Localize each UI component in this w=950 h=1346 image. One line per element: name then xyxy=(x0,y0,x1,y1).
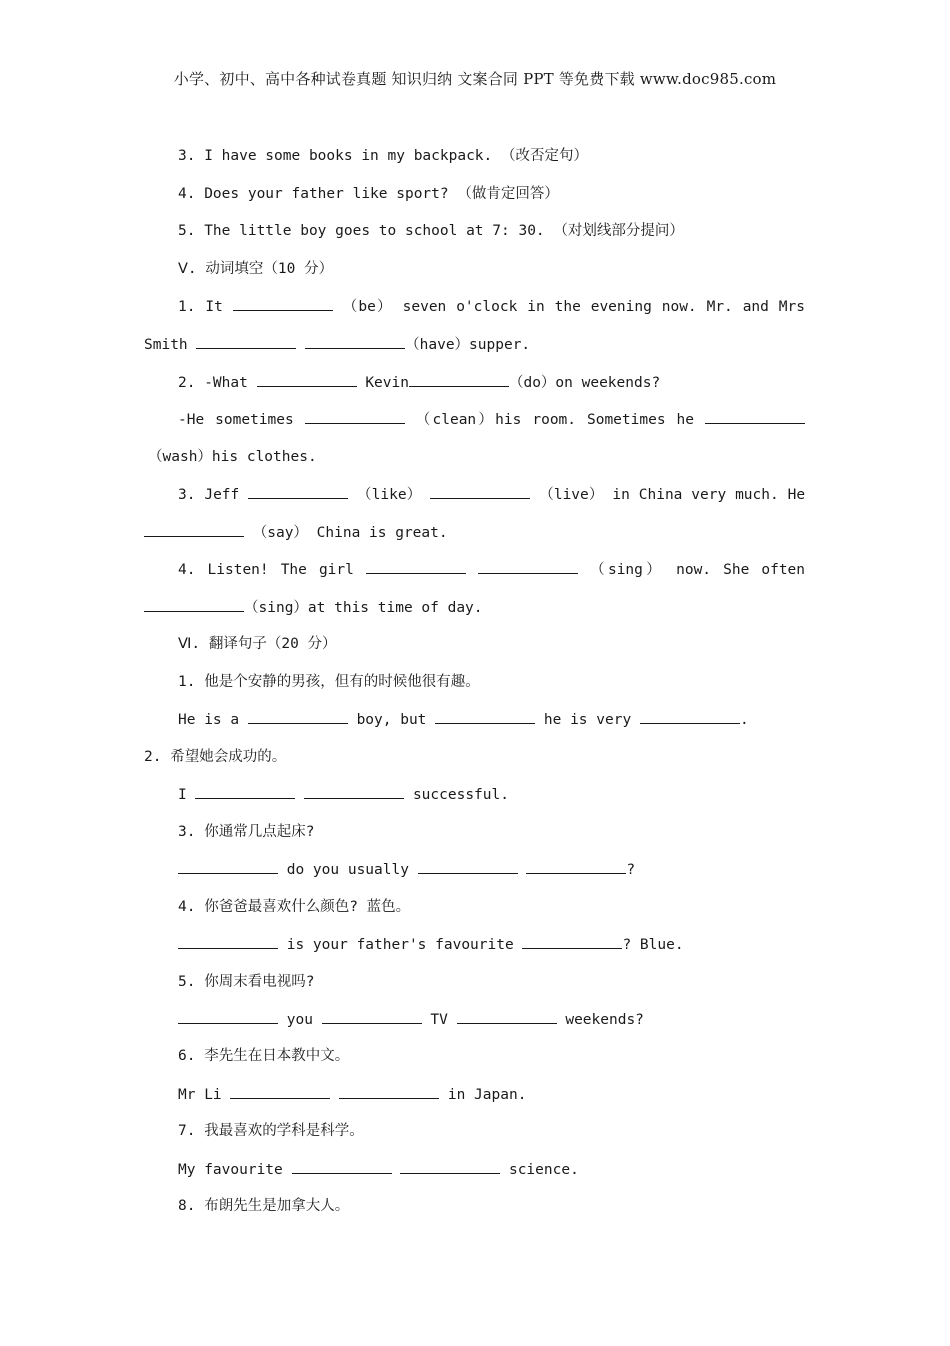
text-segment: （live） in China very much. He xyxy=(539,487,806,503)
text-segment: he is very xyxy=(543,712,632,728)
text-segment: TV xyxy=(430,1012,448,1028)
text-segment: ? Blue. xyxy=(622,937,684,953)
text-segment: Kevin xyxy=(365,375,409,391)
part6-s7-chinese: 7. 我最喜欢的学科是科学。 xyxy=(178,1123,364,1139)
part6-s4-english xyxy=(178,934,684,955)
answer-blank[interactable] xyxy=(457,1009,557,1024)
text-segment: （say） China is great. xyxy=(244,525,448,541)
part5-q3-line1 xyxy=(178,484,805,505)
part5-q2-line2 xyxy=(178,409,805,430)
part6-s1-chinese: 1. 他是个安静的男孩，但有的时候他很有趣。 xyxy=(178,674,480,690)
part5-q1-line2 xyxy=(144,334,530,355)
part6-title: Ⅵ. 翻译句子（20 分） xyxy=(178,636,337,652)
text-segment: science. xyxy=(508,1162,579,1178)
text-segment: is your father's favourite xyxy=(286,937,514,953)
answer-blank[interactable] xyxy=(409,372,509,387)
part6-s2-chinese: 2. 希望她会成功的。 xyxy=(144,749,287,765)
text-segment: Smith xyxy=(144,337,188,353)
part5-q2-line3: （wash）his clothes. xyxy=(148,449,317,465)
text-segment: successful. xyxy=(412,787,509,803)
answer-blank[interactable] xyxy=(305,409,405,424)
part5-q4-line1 xyxy=(178,559,805,580)
answer-blank[interactable] xyxy=(230,1084,330,1099)
answer-blank[interactable] xyxy=(178,934,278,949)
answer-blank[interactable] xyxy=(144,522,244,537)
text-segment: （sing） now. She often xyxy=(590,562,806,578)
answer-blank[interactable] xyxy=(304,784,404,799)
answer-blank[interactable] xyxy=(435,709,535,724)
answer-blank[interactable] xyxy=(640,709,740,724)
part6-s7-english xyxy=(178,1159,579,1180)
text-segment: （like） xyxy=(357,487,422,503)
text-segment: 3. Jeff xyxy=(178,487,240,503)
answer-blank[interactable] xyxy=(195,784,295,799)
text-segment: you xyxy=(286,1012,313,1028)
text-segment: （clean）his room. Sometimes he xyxy=(415,412,695,428)
part6-s5-chinese: 5. 你周末看电视吗? xyxy=(178,974,315,990)
part4-question-5: 5. The little boy goes to school at 7: 30. （对划线部分提问） xyxy=(178,223,684,239)
answer-blank[interactable] xyxy=(233,296,333,311)
answer-blank[interactable] xyxy=(144,597,244,612)
text-segment: in Japan. xyxy=(447,1087,527,1103)
text-segment: 4. Listen! The girl xyxy=(178,562,354,578)
text-segment: （do）on weekends? xyxy=(508,375,661,391)
answer-blank[interactable] xyxy=(526,859,626,874)
part5-q1-line1 xyxy=(178,296,805,317)
answer-blank[interactable] xyxy=(339,1084,439,1099)
part6-s5-english xyxy=(178,1009,644,1030)
text-segment: （have）supper. xyxy=(405,337,531,353)
answer-blank[interactable] xyxy=(305,334,405,349)
answer-blank[interactable] xyxy=(418,859,518,874)
answer-blank[interactable] xyxy=(248,484,348,499)
page-header: 小学、初中、高中各种试卷真题 知识归纳 文案合同 PPT 等免费下载 www.doc985.com xyxy=(173,70,777,88)
answer-blank[interactable] xyxy=(178,1009,278,1024)
answer-blank[interactable] xyxy=(705,409,805,424)
part5-q3-line2 xyxy=(144,522,448,543)
text-segment: My favourite xyxy=(178,1162,283,1178)
part6-s3-chinese: 3. 你通常几点起床? xyxy=(178,824,315,840)
answer-blank[interactable] xyxy=(366,559,466,574)
answer-blank[interactable] xyxy=(400,1159,500,1174)
part6-s3-english xyxy=(178,859,635,880)
answer-blank[interactable] xyxy=(292,1159,392,1174)
answer-blank[interactable] xyxy=(430,484,530,499)
answer-blank[interactable] xyxy=(248,709,348,724)
text-segment: -He sometimes xyxy=(178,412,294,428)
text-segment: 1. It xyxy=(178,299,223,315)
text-segment: weekends? xyxy=(565,1012,644,1028)
text-segment: I xyxy=(178,787,187,803)
text-segment: He is a xyxy=(178,712,240,728)
part6-s1-english xyxy=(178,709,749,730)
text-segment: 2. -What xyxy=(178,375,248,391)
part6-s6-english xyxy=(178,1084,526,1105)
part5-q2-line1 xyxy=(178,372,660,393)
part6-s8-chinese: 8. 布朗先生是加拿大人。 xyxy=(178,1198,350,1214)
text-segment: do you usually xyxy=(286,862,409,878)
part5-title: Ⅴ. 动词填空（10 分） xyxy=(178,261,334,277)
part4-question-3: 3. I have some books in my backpack. （改否定句） xyxy=(178,148,588,164)
answer-blank[interactable] xyxy=(257,372,357,387)
text-segment: . xyxy=(739,712,749,728)
text-segment: ? xyxy=(626,862,636,878)
answer-blank[interactable] xyxy=(322,1009,422,1024)
answer-blank[interactable] xyxy=(478,559,578,574)
part6-s6-chinese: 6. 李先生在日本教中文。 xyxy=(178,1048,350,1064)
part6-s4-chinese: 4. 你爸爸最喜欢什么颜色? 蓝色。 xyxy=(178,899,411,915)
part5-q4-line2 xyxy=(144,597,483,618)
text-segment: boy, but xyxy=(356,712,427,728)
answer-blank[interactable] xyxy=(178,859,278,874)
part6-s2-english xyxy=(178,784,509,805)
text-segment: （be） seven o'clock in the evening now. Mr. and Mrs xyxy=(342,299,805,315)
text-segment: （sing）at this time of day. xyxy=(244,600,483,616)
answer-blank[interactable] xyxy=(196,334,296,349)
answer-blank[interactable] xyxy=(522,934,622,949)
text-segment: Mr Li xyxy=(178,1087,222,1103)
part4-question-4: 4. Does your father like sport? （做肯定回答） xyxy=(178,186,559,202)
